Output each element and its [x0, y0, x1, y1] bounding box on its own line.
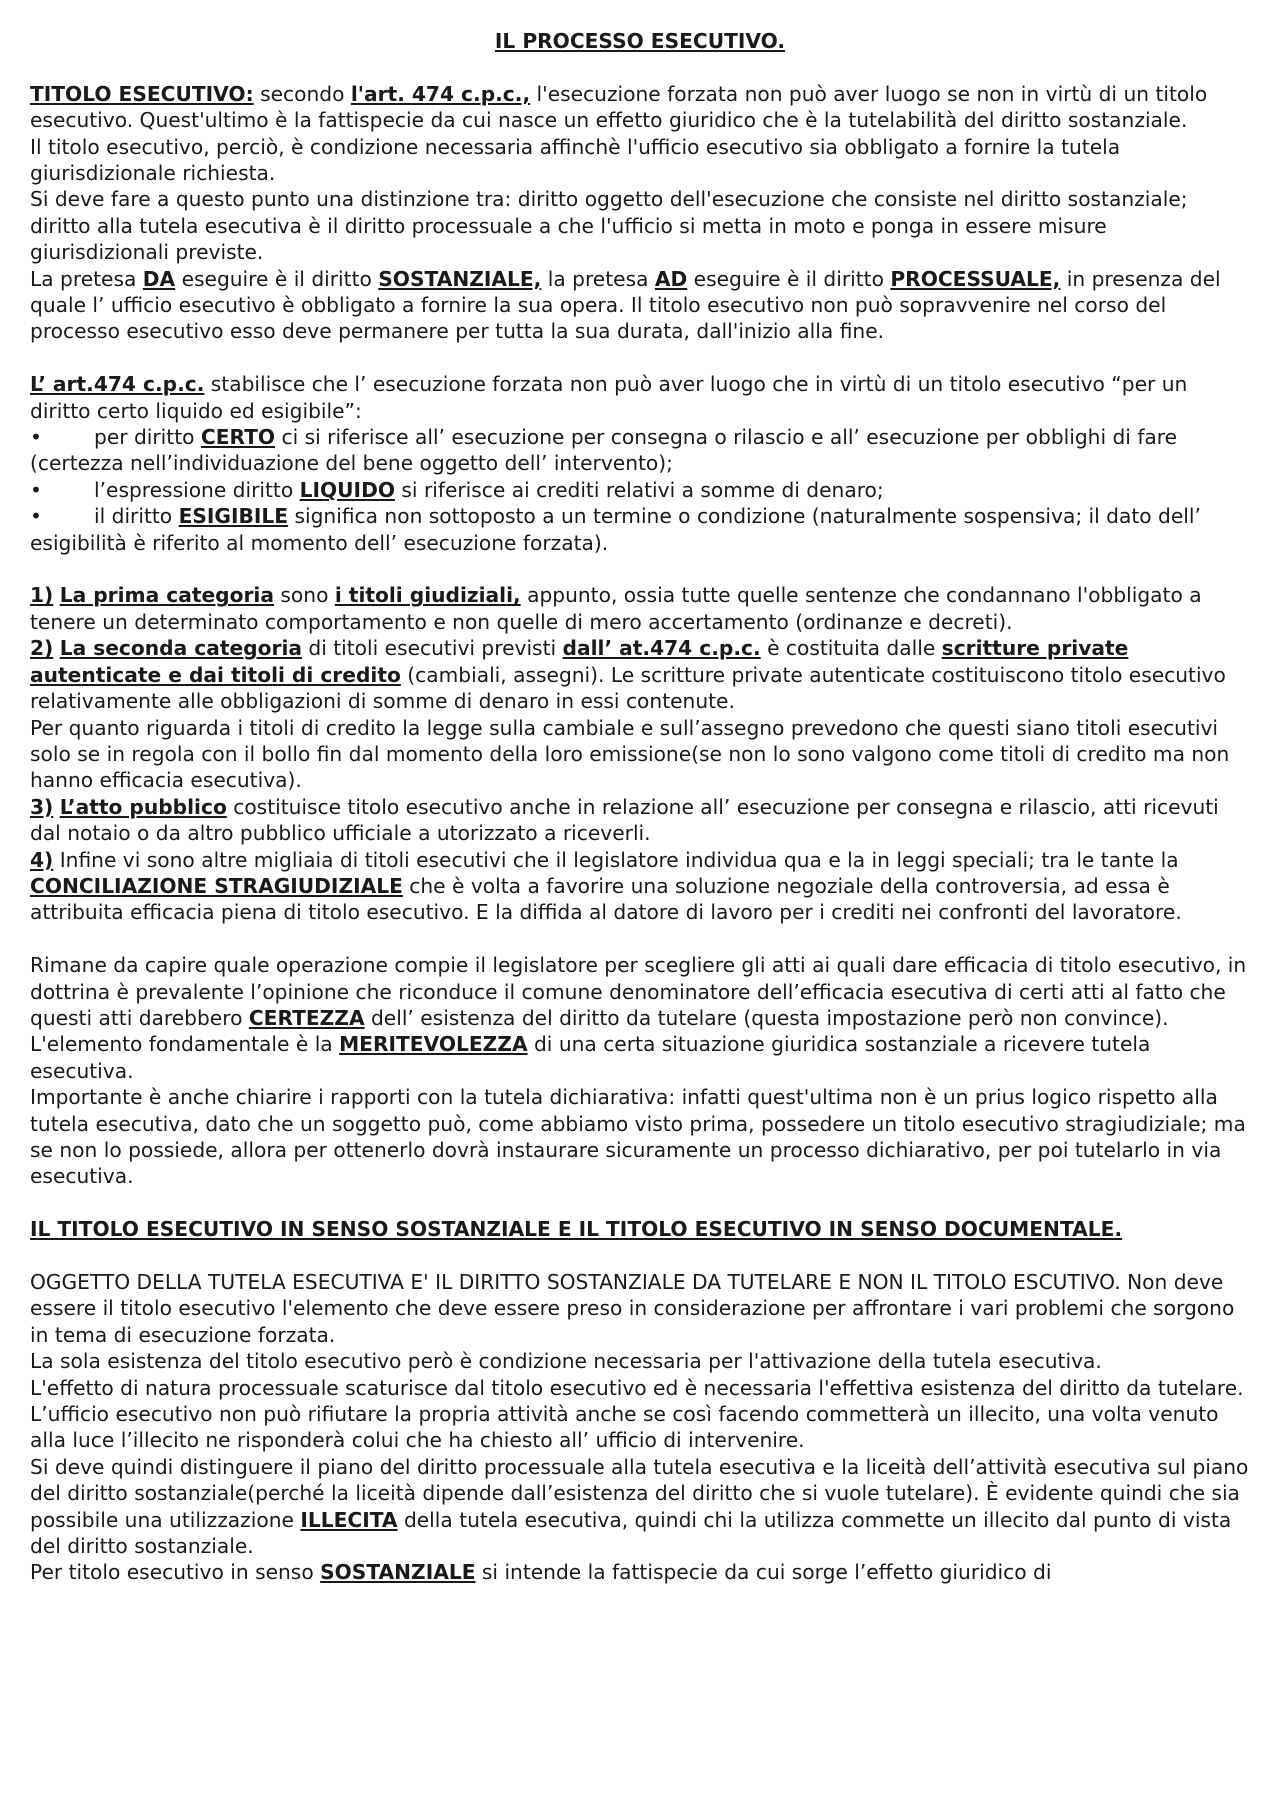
- bullet-esigibile: • il diritto ESIGIBILE significa non sottoposto a un termine o condizione (naturalmente sospensiva; il dato dell’ esigibilità è riferito al momento dell’ esecuzione forzata).: [30, 504, 1201, 555]
- term-titolo-esecutivo: TITOLO ESECUTIVO:: [30, 81, 254, 106]
- term-certo: CERTO: [200, 425, 276, 450]
- term-certezza: CERTEZZA: [248, 1005, 365, 1030]
- item-number: 3): [30, 794, 54, 819]
- paragraph-effetto-processuale: L'effetto di natura processuale scaturisce dal titolo esecutivo ed è necessaria l'effettiva esistenza del diritto da tutelare.: [30, 1375, 1244, 1400]
- paragraph-distinzione: Si deve fare a questo punto una distinzione tra: diritto oggetto dell'esecuzione che consiste nel diritto sostanziale; diritto alla tutela esecutiva è il diritto processuale a che l'ufficio si metta in moto e ponga in essere misure giurisdizionali previste.: [30, 187, 1188, 265]
- bullet-certo: • per diritto CERTO ci si riferisce all’ esecuzione per consegna o rilascio e all’ esecuzione per obblighi di fare (certezza nell’individuazione del bene oggetto dell’ intervento);: [30, 425, 1178, 476]
- spacer: [30, 556, 1250, 582]
- term-atto-pubblico: L’atto pubblico: [59, 794, 227, 819]
- spacer: [30, 345, 1250, 371]
- paragraph-prima-categoria: 1) La prima categoria sono i titoli giudiziali, appunto, ossia tutte quelle sentenze che condannano l'obbligato a tenere un determinato comportamento e non quelle di mero accertamento (ordinanze e decreti).: [30, 583, 1202, 634]
- spacer: [30, 1243, 1250, 1269]
- term-scritture-private: scritture private autenticate e dai titoli di credito: [30, 636, 1129, 687]
- term-processuale: PROCESSUALE,: [890, 266, 1061, 291]
- bullet-liquido: • l’espressione diritto LIQUIDO si riferisce ai crediti relativi a somme di denaro;: [30, 477, 884, 502]
- term-ad: AD: [654, 266, 688, 291]
- spacer: [30, 54, 1250, 80]
- term-liquido: LIQUIDO: [299, 477, 395, 502]
- term-prima-categoria: La prima categoria: [59, 583, 274, 608]
- term-sostanziale-2: SOSTANZIALE: [320, 1560, 476, 1585]
- item-number: 4): [30, 847, 54, 872]
- item-number: 2): [30, 636, 54, 661]
- term-conciliazione: CONCILIAZIONE STRAGIUDIZIALE: [30, 873, 403, 898]
- term-titoli-giudiziali: i titoli giudiziali,: [334, 583, 521, 608]
- bullet-marker: •: [30, 504, 42, 529]
- term-esigibile: ESIGIBILE: [178, 504, 289, 529]
- bullet-marker: •: [30, 477, 42, 502]
- paragraph-ufficio-esecutivo: L’ufficio esecutivo non può rifiutare la propria attività anche se così facendo commetterà un illecito, una volta venuto alla luce l’illecito ne risponderà colui che ha chiesto all’ ufficio di intervenire.: [30, 1402, 1219, 1453]
- term-illecita: ILLECITA: [300, 1507, 398, 1532]
- paragraph-condizione: Il titolo esecutivo, perciò, è condizione necessaria affinchè l'ufficio esecutivo sia obbligato a fornire la tutela giurisdizionale richiesta.: [30, 134, 1121, 186]
- document-title: IL PROCESSO ESECUTIVO.: [494, 29, 786, 53]
- paragraph-altri-titoli: 4) Infine vi sono altre migliaia di titoli esecutivi che il legislatore individua qua e la in leggi speciali; tra le tante la CONCILIAZIONE STRAGIUDIZIALE che è volta a favorire una soluzione negoziale della controversia, ad essa è attribuita efficacia piena di titolo esecutivo. E la diffida al datore di lavoro per i crediti nei confronti del lavoratore.: [30, 847, 1182, 925]
- paragraph-meritevolezza: L'elemento fondamentale è la MERITEVOLEZZA di una certa situazione giuridica sostanziale a ricevere tutela esecutiva.: [30, 1032, 1151, 1083]
- paragraph-tutela-dichiarativa: Importante è anche chiarire i rapporti con la tutela dichiarativa: infatti quest'ultima non è un prius logico rispetto alla tutela esecutiva, dato che un soggetto può, come abbiamo visto prima, possedere un titolo esecutivo stragiudiziale; ma se non lo possiede, allora per ottenerlo dovrà instaurare sicuramente un processo dichiarativo, per poi tutelarlo in via esecutiva.: [30, 1085, 1246, 1189]
- spacer: [30, 926, 1250, 952]
- term-da: DA: [142, 266, 176, 291]
- term-seconda-categoria: La seconda categoria: [59, 636, 302, 661]
- bullet-marker: •: [30, 425, 42, 450]
- paragraph-oggetto-tutela: OGGETTO DELLA TUTELA ESECUTIVA E' IL DIRITTO SOSTANZIALE DA TUTELARE E NON IL TITOLO ESCUTIVO. Non deve essere il titolo esecutivo l'elemento che deve essere preso in considerazione per affrontare i vari problemi che sorgono in tema di esecuzione forzata.: [30, 1270, 1235, 1347]
- paragraph-art-474: L’ art.474 c.p.c. stabilisce che l’ esecuzione forzata non può aver luogo che in virtù di un titolo esecutivo “per un diritto certo liquido ed esigibile”:: [30, 372, 1188, 423]
- paragraph-atto-pubblico: 3) L’atto pubblico costituisce titolo esecutivo anche in relazione all’ esecuzione per consegna e rilascio, atti ricevuti dal notaio o da altro pubblico ufficiale a utorizzato a riceverli.: [30, 794, 1219, 846]
- paragraph-titoli-credito: Per quanto riguarda i titoli di credito la legge sulla cambiale e sull’assegno prevedono che questi siano titoli esecutivi solo se in regola con il bollo fin dal momento della loro emissione(se non lo sono valgono come titoli di credito ma non hanno efficacia esecutiva).: [30, 715, 1230, 793]
- term-meritevolezza: MERITEVOLEZZA: [339, 1032, 528, 1057]
- paragraph-illecita: Si deve quindi distinguere il piano del diritto processuale alla tutela esecutiva e la liceità dell’attività esecutiva sul piano del diritto sostanziale(perché la liceità dipende dall’esistenza del diritto che si vuole tutelare). È evidente quindi che sia possibile una utilizzazione ILLECITA della tutela esecutiva, quindi chi la utilizza commette un illecito dal punto di vista del diritto sostanziale.: [30, 1454, 1249, 1559]
- spacer: [30, 1190, 1250, 1216]
- article-reference: dall’ at.474 c.p.c.: [562, 636, 761, 661]
- paragraph-senso-sostanziale: Per titolo esecutivo in senso SOSTANZIALE si intende la fattispecie da cui sorge l’effetto giuridico di: [30, 1560, 1052, 1585]
- section-heading: IL TITOLO ESECUTIVO IN SENSO SOSTANZIALE E IL TITOLO ESECUTIVO IN SENSO DOCUMENTALE.: [30, 1217, 1123, 1242]
- paragraph-seconda-categoria: 2) La seconda categoria di titoli esecutivi previsti dall’ at.474 c.p.c. è costituita dalle scritture private autenticate e dai titoli di credito (cambiali, assegni). Le scritture private autenticate costituiscono titolo esecutivo relativamente alle obbligazioni di somme di denaro in essi contenute.: [30, 636, 1226, 714]
- paragraph-certezza: Rimane da capire quale operazione compie il legislatore per scegliere gli atti ai quali dare efficacia di titolo esecutivo, in dottrina è prevalente l’opinione che riconduce il comune denominatore dell’efficacia esecutiva di certi atti al fatto che questi atti darebbero CERTEZZA dell’ esistenza del diritto da tutelare (questa impostazione però non convince).: [30, 953, 1247, 1030]
- term-sostanziale: SOSTANZIALE,: [378, 266, 542, 291]
- article-reference: L’ art.474 c.p.c.: [30, 372, 205, 397]
- article-reference: l'art. 474 c.p.c.,: [350, 81, 531, 106]
- paragraph-pretesa: La pretesa DA eseguire è il diritto SOSTANZIALE, la pretesa AD eseguire è il diritto PROCESSUALE, in presenza del quale l’ ufficio esecutivo è obbligato a fornire la sua opera. Il titolo esecutivo non può sopravvenire nel corso del processo esecutivo esso deve permanere per tutta la sua durata, dall'inizio alla fine.: [30, 266, 1221, 344]
- paragraph-titolo-esecutivo: TITOLO ESECUTIVO: secondo l'art. 474 c.p.c., l'esecuzione forzata non può aver luogo se non in virtù di un titolo esecutivo. Quest'ultimo è la fattispecie da cui nasce un effetto giuridico che è la tutelabilità del diritto sostanziale.: [30, 81, 1208, 133]
- paragraph-sola-esistenza: La sola esistenza del titolo esecutivo però è condizione necessaria per l'attivazione della tutela esecutiva.: [30, 1349, 1102, 1374]
- item-number: 1): [30, 583, 54, 608]
